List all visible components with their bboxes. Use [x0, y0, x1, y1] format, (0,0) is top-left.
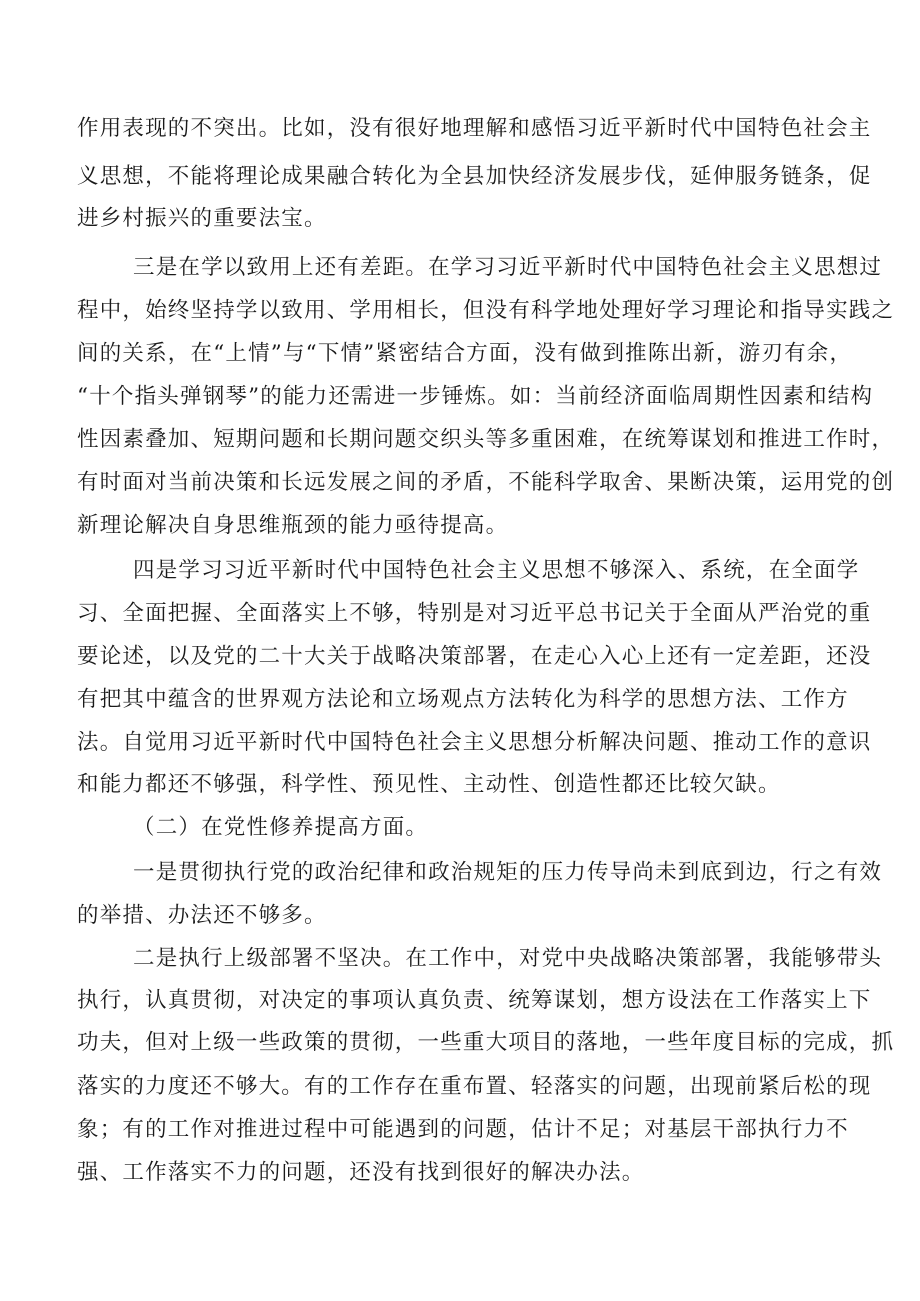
text-line: 象；有的工作对推进过程中可能遇到的问题，估计不足；对基层干部执行力不 — [77, 1117, 849, 1142]
text-line: 三是在学以致用上还有差距。在学习习近平新时代中国特色社会主义思想过 — [133, 255, 883, 280]
text-line: 和能力都还不够强，科学性、预见性、主动性、创造性都还比较欠缺。 — [77, 772, 781, 797]
text-line: 的举措、办法还不够多。 — [77, 903, 327, 928]
text-line: 习、全面把握、全面落实上不够，特别是对习近平总书记关于全面从严治党的重 — [77, 601, 872, 626]
text-line: 二是执行上级部署不坚决。在工作中，对党中央战略决策部署，我能够带头 — [133, 946, 883, 971]
text-line: 四是学习习近平新时代中国特色社会主义思想不够深入、系统，在全面学 — [133, 558, 860, 583]
text-line: 执行，认真贯彻，对决定的事项认真负责、统筹谋划，想方设法在工作落实上下 — [77, 988, 872, 1013]
text-line: 性因素叠加、短期问题和长期问题交织头等多重困难，在统筹谋划和推进工作时， — [77, 427, 895, 452]
text-line: “十个指头弹钢琴”的能力还需进一步锤炼。如：当前经济面临周期性因素和结构 — [77, 384, 874, 409]
text-line: 作用表现的不突出。比如，没有很好地理解和感悟习近平新时代中国特色社会主 — [77, 116, 872, 141]
text-line: 功夫，但对上级一些政策的贯彻，一些重大项目的落地，一些年度目标的完成，抓 — [77, 1030, 895, 1055]
text-line: 落实的力度还不够大。有的工作存在重布置、轻落实的问题，出现前紧后松的现 — [77, 1074, 872, 1099]
section-heading: （二）在党性修养提高方面。 — [133, 815, 429, 840]
text-line: 法。自觉用习近平新时代中国特色社会主义思想分析解决问题、推动工作的意识 — [77, 730, 872, 755]
text-line: 间的关系，在“上情”与“下情”紧密结合方面，没有做到推陈出新，游刃有余， — [77, 341, 853, 366]
text-line: 有时面对当前决策和长远发展之间的矛盾，不能科学取舍、果断决策，运用党的创 — [77, 470, 895, 495]
text-line: 强、工作落实不力的问题，还没有找到很好的解决办法。 — [77, 1160, 645, 1185]
text-line: 义思想，不能将理论成果融合转化为全县加快经济发展步伐，延伸服务链条，促 — [77, 164, 872, 189]
text-line: 有把其中蕴含的世界观方法论和立场观点方法转化为科学的思想方法、工作方 — [77, 687, 849, 712]
text-line: 程中，始终坚持学以致用、学用相长，但没有科学地处理好学习理论和指导实践之 — [77, 298, 895, 323]
text-line: 新理论解决自身思维瓶颈的能力亟待提高。 — [77, 513, 509, 538]
text-line: 一是贯彻执行党的政治纪律和政治规矩的压力传导尚未到底到边，行之有效 — [133, 860, 883, 885]
text-line: 进乡村振兴的重要法宝。 — [77, 206, 327, 231]
text-line: 要论述，以及党的二十大关于战略决策部署，在走心入心上还有一定差距，还没 — [77, 644, 872, 669]
